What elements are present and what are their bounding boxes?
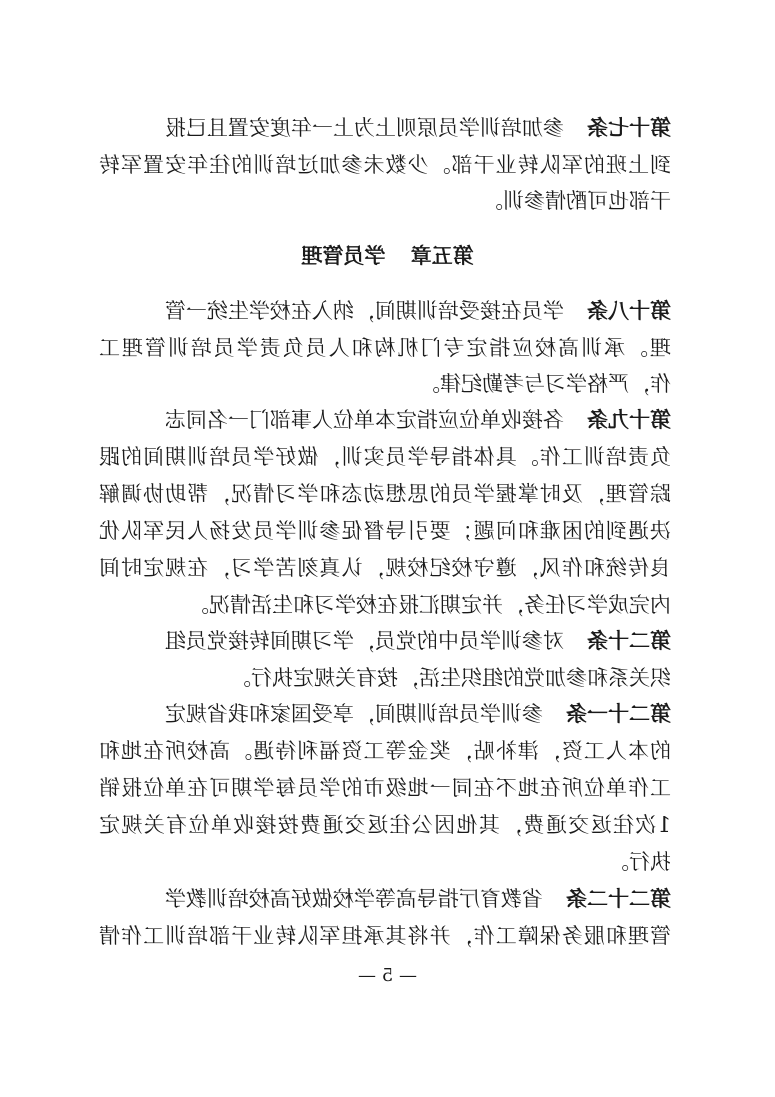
article-19-text: 各接收单位应指定本单位人事部门一名同志 (164, 408, 564, 432)
article-19-line-4: 决遇到的困难和问题；要引导督促参训学员发扬人民军队优 (99, 519, 671, 543)
article-17-line-1 (99, 113, 671, 143)
article-17-text: 参加培训学员原则上为上一年度安置且已报 (164, 116, 564, 140)
article-21-line-5: 执行。 (608, 850, 671, 874)
article-19-line-1 (99, 405, 671, 435)
article-18-text: 学员在接受培训期间，纳入在校学生统一管 (164, 299, 564, 323)
article-18-line-2: 理。承训高校应指定专门机构和人员负责学员培训管理工 (99, 336, 671, 360)
article-18-title: 第十八条 (587, 299, 671, 323)
article-17-line-3: 干部也可酌情参训。 (482, 189, 671, 213)
chapter-title: 学员管理 (301, 244, 386, 268)
article-20-text: 对参训学员中的党员，学习期间转接党员组 (164, 629, 564, 653)
article-19-title: 第十九条 (587, 408, 671, 432)
article-22-text: 省教育厅指导高等学校做好高校培训教学 (164, 887, 543, 911)
article-20-line-2: 织关系和参加党的组织生活，按有关规定执行。 (230, 666, 671, 690)
article-18-line-3: 作，严格学习与考勤纪律。 (419, 372, 671, 396)
article-17-title: 第十七条 (587, 116, 671, 140)
article-18-line-1 (99, 296, 671, 326)
article-17-line-2: 到上班的军队转业干部。少数未参加过培训的往年安置军转 (99, 153, 671, 177)
article-19-line-3: 踪管理，及时掌握学员的思想动态和学习情况，帮助协调解 (99, 482, 671, 506)
article-20-line-1 (99, 626, 671, 656)
article-22-line-2: 管理和服务保障工作，并将其承担军队转业干部培训工作情 (99, 924, 671, 948)
article-19-line-5: 良传统和作风，遵守校纪校规，认真刻苦学习，在规定时间 (99, 556, 671, 580)
article-21-title: 第二十一条 (566, 702, 671, 726)
article-21-text: 参训学员培训期间，享受国家和我省规定 (164, 702, 543, 726)
article-21-line-1 (99, 699, 671, 729)
page-number: — 5 — (358, 965, 417, 986)
chapter-number: 第五章 (410, 244, 474, 268)
article-21-line-3: 工作单位所在地不在同一地级市的学员每学期可在单位报销 (99, 776, 671, 800)
article-19-line-2: 负责培训工作。具体指导学员实训，做好学员培训期间的跟 (99, 445, 671, 469)
article-21-line-2: 的本人工资，津补贴，奖金等工资福利待遇。高校所在地和 (99, 739, 671, 763)
article-19-line-6: 内完成学习任务，并定期汇报在校学习和生活情况。 (188, 593, 671, 617)
article-22-line-1 (99, 884, 671, 914)
article-20-title: 第二十条 (587, 629, 671, 653)
article-22-title: 第二十二条 (566, 887, 671, 911)
article-21-line-4: 1次往返交通费，其他因公往返交通费按接收单位有关规定 (99, 813, 671, 837)
chapter-heading (0, 241, 775, 271)
